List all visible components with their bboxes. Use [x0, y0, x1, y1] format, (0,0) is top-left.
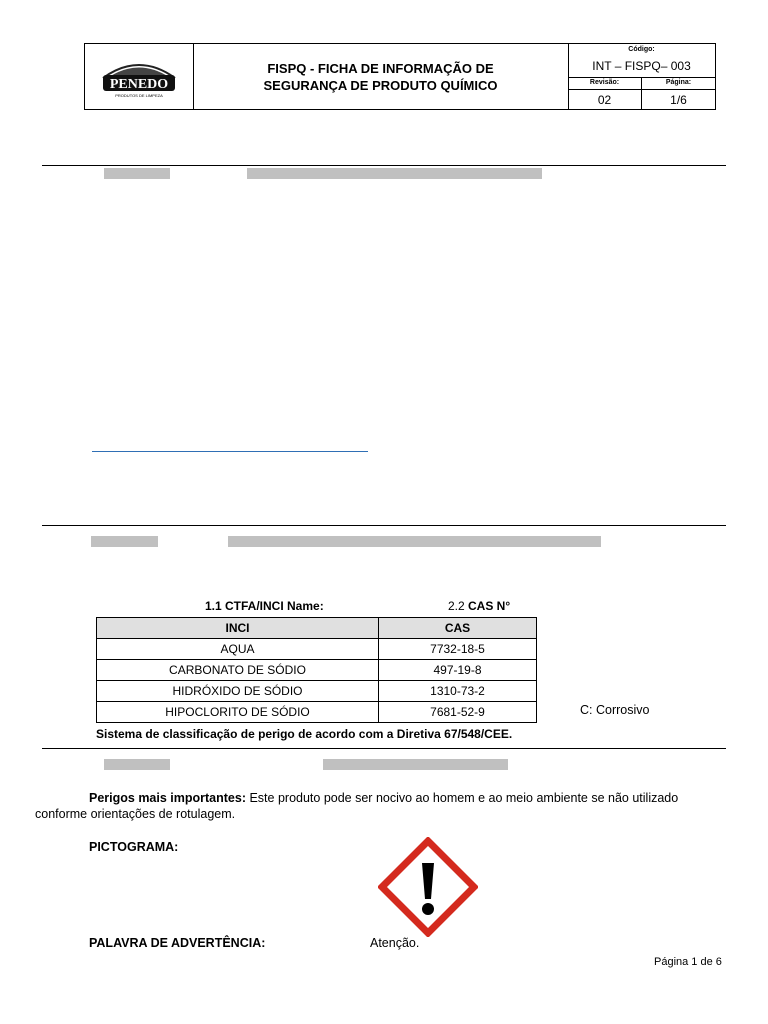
- document-title: [193, 44, 569, 109]
- inci-cell: CARBONATO DE SÓDIO: [97, 660, 379, 681]
- inci-cell: HIPOCLORITO DE SÓDIO: [97, 702, 379, 723]
- logo-text: PENEDO: [109, 77, 169, 92]
- logo-subtext: PRODUTOS DE LIMPEZA: [115, 93, 163, 98]
- title-line-2: SEGURANÇA DE PRODUTO QUÍMICO: [263, 77, 498, 93]
- main-hazards-label: Perigos mais importantes:: [89, 791, 246, 805]
- main-hazards-continuation: conforme orientações de rotulagem.: [35, 807, 236, 821]
- page-cell: [642, 77, 715, 109]
- table-header-row: [97, 618, 537, 639]
- section-1-divider: [42, 165, 726, 166]
- exclamation-mark-hazard-icon: [378, 837, 478, 937]
- column-header-inci: INCI: [97, 618, 379, 639]
- title-line-1: FISPQ - FICHA DE INFORMAÇÃO DE: [267, 60, 494, 76]
- warning-word-value: Atenção.: [370, 936, 420, 950]
- code-label: Código:: [628, 46, 655, 53]
- link-underline[interactable]: [92, 451, 368, 452]
- document-header: [84, 43, 716, 110]
- column-header-cas: CAS: [379, 618, 537, 639]
- main-hazards-paragraph: [89, 790, 729, 806]
- table-row: [97, 639, 537, 660]
- cas-cell: 497-19-8: [379, 660, 537, 681]
- main-hazards-text: Este produto pode ser nocivo ao homem e ao meio ambiente se não utilizado: [246, 791, 679, 805]
- logo-cell: [85, 44, 194, 109]
- composition-table: [96, 617, 537, 723]
- section-3-divider: [42, 748, 726, 749]
- page-footer: Página 1 de 6: [654, 956, 722, 968]
- cas-cell: 7732-18-5: [379, 639, 537, 660]
- section-3-number-redacted: [104, 759, 170, 770]
- table-row: [97, 702, 537, 723]
- revision-cell: [568, 77, 642, 109]
- inci-cell: HIDRÓXIDO DE SÓDIO: [97, 681, 379, 702]
- section-1-title-redacted: [247, 168, 542, 179]
- section-1-number-redacted: [104, 168, 170, 179]
- pictogram-label: PICTOGRAMA:: [89, 840, 179, 854]
- table-row: [97, 681, 537, 702]
- cas-label: [448, 599, 510, 613]
- cas-cell: 1310-73-2: [379, 681, 537, 702]
- section-2-number-redacted: [91, 536, 158, 547]
- inci-cell: AQUA: [97, 639, 379, 660]
- page-label: Página:: [642, 77, 715, 90]
- ctfa-inci-label: 1.1 CTFA/INCI Name:: [205, 599, 324, 613]
- section-2-divider: [42, 525, 726, 526]
- classification-note: Sistema de classificação de perigo de acordo com a Diretiva 67/548/CEE.: [96, 727, 513, 741]
- table-row: [97, 660, 537, 681]
- section-3-title-redacted: [323, 759, 508, 770]
- warning-word-label: PALAVRA DE ADVERTÊNCIA:: [89, 936, 266, 950]
- company-logo: [85, 44, 193, 109]
- revision-label: Revisão:: [568, 77, 641, 90]
- code-value: INT – FISPQ– 003: [568, 56, 715, 78]
- section-2-title-redacted: [228, 536, 601, 547]
- page-value: 1/6: [670, 93, 687, 107]
- document-meta: [568, 44, 715, 109]
- cas-label-number: 2.2: [448, 599, 469, 613]
- revision-value: 02: [597, 93, 612, 107]
- cas-label-text: CAS N°: [468, 599, 511, 613]
- cas-cell: 7681-52-9: [379, 702, 537, 723]
- corrosive-note: C: Corrosivo: [580, 703, 650, 717]
